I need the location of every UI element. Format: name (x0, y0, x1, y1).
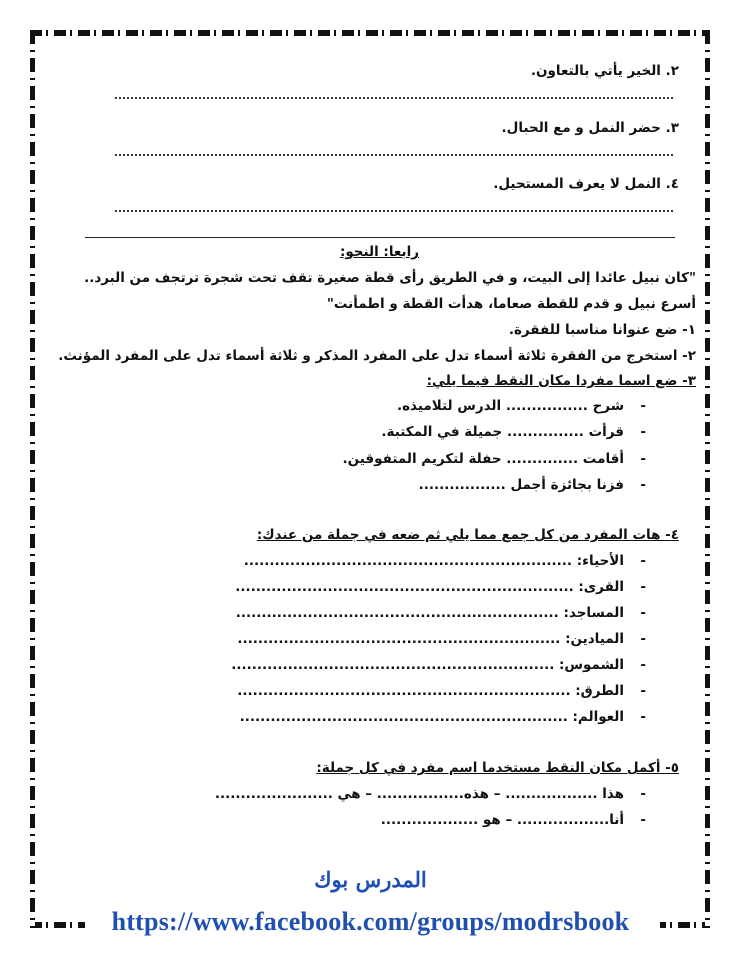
q4-item: -الشموس: ............................................................... (231, 657, 646, 673)
q5-row: -هذا .................. – هذه................. – هي ....................... (214, 786, 646, 802)
q3-item: -قرأت ............... جميلة في المكتبة. (381, 424, 646, 440)
border-left (30, 30, 35, 928)
answer-line-2[interactable] (115, 97, 673, 99)
q4-item: -الميادين: ............................................................... (237, 631, 646, 647)
q3-item: -أقامت .............. حفلة لتكريم المتفوقين. (342, 451, 646, 467)
q4-item: -العوالم: ................................................................ (239, 709, 646, 725)
passage-line-1: "كان نبيل عائدا إلى البيت، و في الطريق رأى قطة صغيرة تقف تحت شجرة ترتجف من البرد.. (84, 270, 696, 286)
section-divider (85, 237, 675, 238)
question-4-heading: ٤- هات المفرد من كل جمع مما يلي ثم ضعه في جملة من عندك: (256, 527, 679, 543)
brand-name: المدرس بوك (314, 867, 427, 892)
q5-row: -أنا.................. – هو ................... (380, 812, 646, 828)
q4-item: -الأحياء: ................................................................ (243, 553, 646, 569)
q3-item: -شرح ................ الدرس لتلاميذه. (396, 398, 646, 414)
question-1: ١- ضع عنوانا مناسبا للفقرة. (508, 322, 696, 338)
facebook-group-link[interactable]: https://www.facebook.com/groups/modrsbook (111, 907, 630, 936)
passage-line-2: أسرع نبيل و قدم للقطة صعاما، هدأت القطة و اطمأنت" (326, 296, 696, 312)
q4-item: -الطرق: ................................................................. (237, 683, 646, 699)
question-3-heading: ٣- ضع اسما مفردا مكان النقط فيما يلي: (426, 373, 696, 389)
section-heading: رابعا: النحو: (339, 244, 419, 260)
answer-line-4[interactable] (115, 210, 673, 212)
exercise-item-4: ٤. النمل لا يعرف المستحيل. (493, 176, 679, 192)
q4-item: -المساجد: ............................................................... (235, 605, 646, 621)
question-2: ٢- استخرج من الفقرة ثلاثة أسماء تدل على المفرد المذكر و ثلاثة أسماء تدل على المفرد المؤنث. (58, 348, 696, 364)
border-top (30, 30, 710, 36)
q4-item: -القرى: .................................................................. (235, 579, 646, 595)
exercise-item-3: ٣. حضر النمل و مع الحبال. (501, 120, 679, 136)
border-right (705, 30, 710, 928)
answer-line-3[interactable] (115, 154, 673, 156)
question-5-heading: ٥- أكمل مكان النقط مستخدما اسم مفرد في كل جملة: (316, 760, 679, 776)
exercise-item-2: ٢. الخير يأتي بالتعاون. (530, 63, 679, 79)
q3-item: -فزنا بجائزة أجمل ................. (418, 477, 646, 493)
